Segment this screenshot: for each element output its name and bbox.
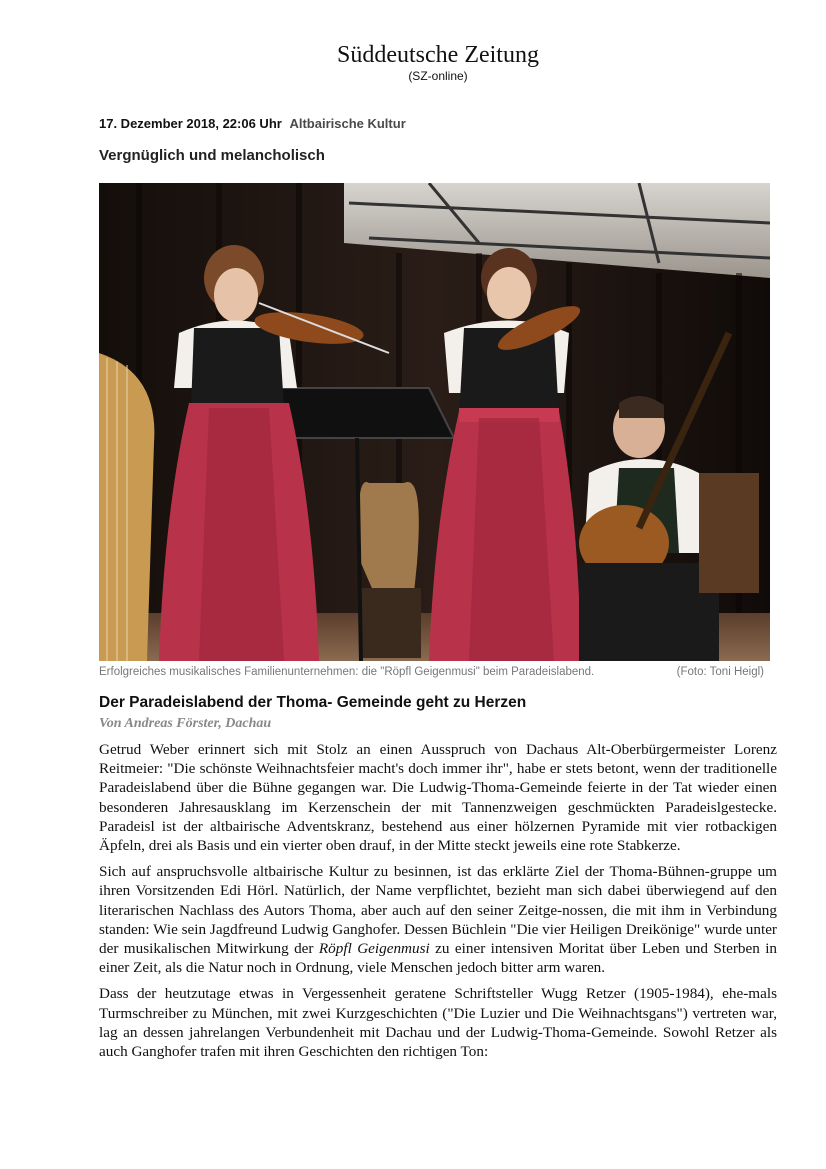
ensemble-name: Röpfl Geigenmusi xyxy=(318,940,430,958)
dateline xyxy=(99,116,406,131)
paragraph-text: Sich auf anspruchsvolle altbairische Kultur zu besinnen, ist das erklärte Ziel der Thoma-Bühnen-gruppe um ihren Vorsitzenden Edi Hörl. Natürlich, der Name verpflichtet, bezieht man sich dabei überwiegend auf den literarischen Nachlass des Autors Thoma, aber auch auf den seiner Zeitge-nossen, die mit ihm in Verbindung standen: Wie sein Jagdfreund Ludwig Ganghofer. Dessen Büchlein "Die vier Heiligen Dreikönige" wurde unter der musikalischen Mitwirkung der xyxy=(99,863,777,958)
caption-text: Erfolgreiches musikalisches Familienunternehmen: die "Röpfl Geigenmusi" beim Paradeislabend. xyxy=(99,666,595,678)
paragraph xyxy=(99,862,777,977)
article-kicker: Vergnüglich und melancholisch xyxy=(99,147,325,164)
publish-date: 17. Dezember 2018, 22:06 Uhr xyxy=(99,116,282,131)
category-label: Altbairische Kultur xyxy=(289,116,406,131)
paragraph-text: zu einer intensiven Moritat über Leben und Sterben in einer Zeit, als die Natur noch in Ordnung, viele Menschen jedoch bitter arm waren. xyxy=(99,940,778,977)
article-body xyxy=(99,740,777,1068)
paragraph: Dass der heutzutage etwas in Vergessenheit geratene Schriftsteller Wugg Retzer (1905-1984), ehe-mals Turmschreiber zu München, mit zwei Kurzgeschichten ("Die Luzier und Die Weihnachtsgans") vertreten war, lag an dessen jahrelangen Verbundenheit mit Dachau und der Ludwig-Thoma-Gemeinde. Sowohl Retzer als auch Ganghofer trafen mit ihren Geschichten den richtigen Ton: xyxy=(99,985,777,1061)
newspaper-subtitle: (SZ-online) xyxy=(408,69,468,83)
article-byline: Von Andreas Förster, Dachau xyxy=(99,716,272,731)
article-photo xyxy=(99,183,770,661)
newspaper-title: Süddeutsche Zeitung xyxy=(337,42,539,68)
photo-credit: (Foto: Toni Heigl) xyxy=(676,666,764,678)
paragraph: Getrud Weber erinnert sich mit Stolz an einen Ausspruch von Dachaus Alt-Oberbürgermeister Lorenz Reitmeier: "Die schönste Weihnachtsfeier macht's doch immer ihr", habe er stets betont, wenn der traditionelle Paradeislabend über die Bühne gegangen war. Die Ludwig-Thoma-Gemeinde feierte in der Tat wieder einen besonderen Jahresausklang im Kerzenschein der mit Tannenzweigen geschmückten Paradeislgestecke. Paradeisl ist der altbairische Adventskranz, bestehend aus einer hölzernen Pyramide mit vier rotbackigen Äpfeln, drei als Basis und ein vierter oben drauf, in der Mitte steckt jeweils eine rote Stabkerze. xyxy=(99,741,777,855)
article-headline: Der Paradeislabend der Thoma- Gemeinde geht zu Herzen xyxy=(99,694,527,711)
photo-caption xyxy=(99,666,770,678)
